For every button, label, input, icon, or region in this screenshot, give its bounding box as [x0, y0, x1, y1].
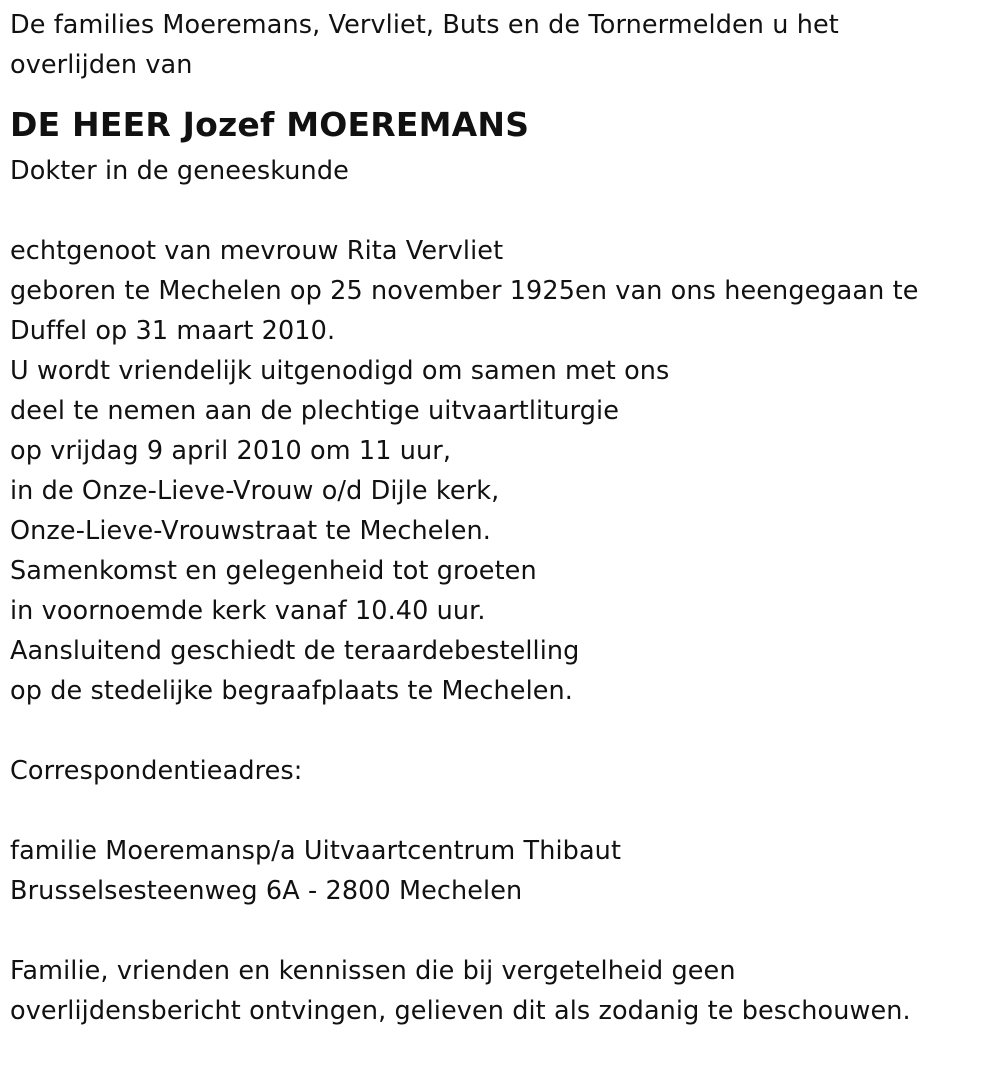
intro-line: De families Moeremans, Vervliet, Buts en de Tornermelden u het [10, 10, 839, 40]
announcement-line: U wordt vriendelijk uitgenodigd om samen met ons [10, 356, 670, 386]
announcement-line: in voornoemde kerk vanaf 10.40 uur. [10, 596, 486, 626]
deceased-name: DE HEER Jozef MOEREMANS [10, 105, 530, 144]
address-line: familie Moeremansp/a Uitvaartcentrum Thibaut [10, 836, 622, 866]
closing-paragraph [10, 951, 995, 1031]
announcement-line: Aansluitend geschiedt de teraardebestelling [10, 636, 580, 666]
spacer [10, 791, 995, 831]
spacer [10, 911, 995, 951]
announcement-line: op vrijdag 9 april 2010 om 11 uur, [10, 436, 452, 466]
announcement-line: in de Onze-Lieve-Vrouw o/d Dijle kerk, [10, 476, 500, 506]
announcement-line: echtgenoot van mevrouw Rita Vervliet [10, 236, 504, 266]
announcement-line: op de stedelijke begraafplaats te Mechelen. [10, 676, 574, 706]
intro-paragraph [10, 0, 995, 85]
closing-line: overlijdensbericht ontvingen, gelieven dit als zodanig te beschouwen. [10, 996, 911, 1026]
obituary-notice [10, 0, 995, 1031]
announcement-paragraph [10, 231, 995, 711]
spacer [10, 711, 995, 751]
closing-line: Familie, vrienden en kennissen die bij vergetelheid geen [10, 956, 736, 986]
correspondence-label: Correspondentieadres: [10, 756, 303, 786]
announcement-line: geboren te Mechelen op 25 november 1925en van ons heengegaan te [10, 276, 919, 306]
announcement-line: Duffel op 31 maart 2010. [10, 316, 336, 346]
announcement-line: Samenkomst en gelegenheid tot groeten [10, 556, 537, 586]
intro-line: overlijden van [10, 50, 193, 80]
announcement-line: Onze-Lieve-Vrouwstraat te Mechelen. [10, 516, 491, 546]
correspondence-address [10, 831, 995, 911]
address-line: Brusselsesteenweg 6A - 2800 Mechelen [10, 876, 523, 906]
announcement-line: deel te nemen aan de plechtige uitvaartliturgie [10, 396, 619, 426]
spacer [10, 191, 995, 231]
deceased-title: Dokter in de geneeskunde [10, 156, 349, 186]
